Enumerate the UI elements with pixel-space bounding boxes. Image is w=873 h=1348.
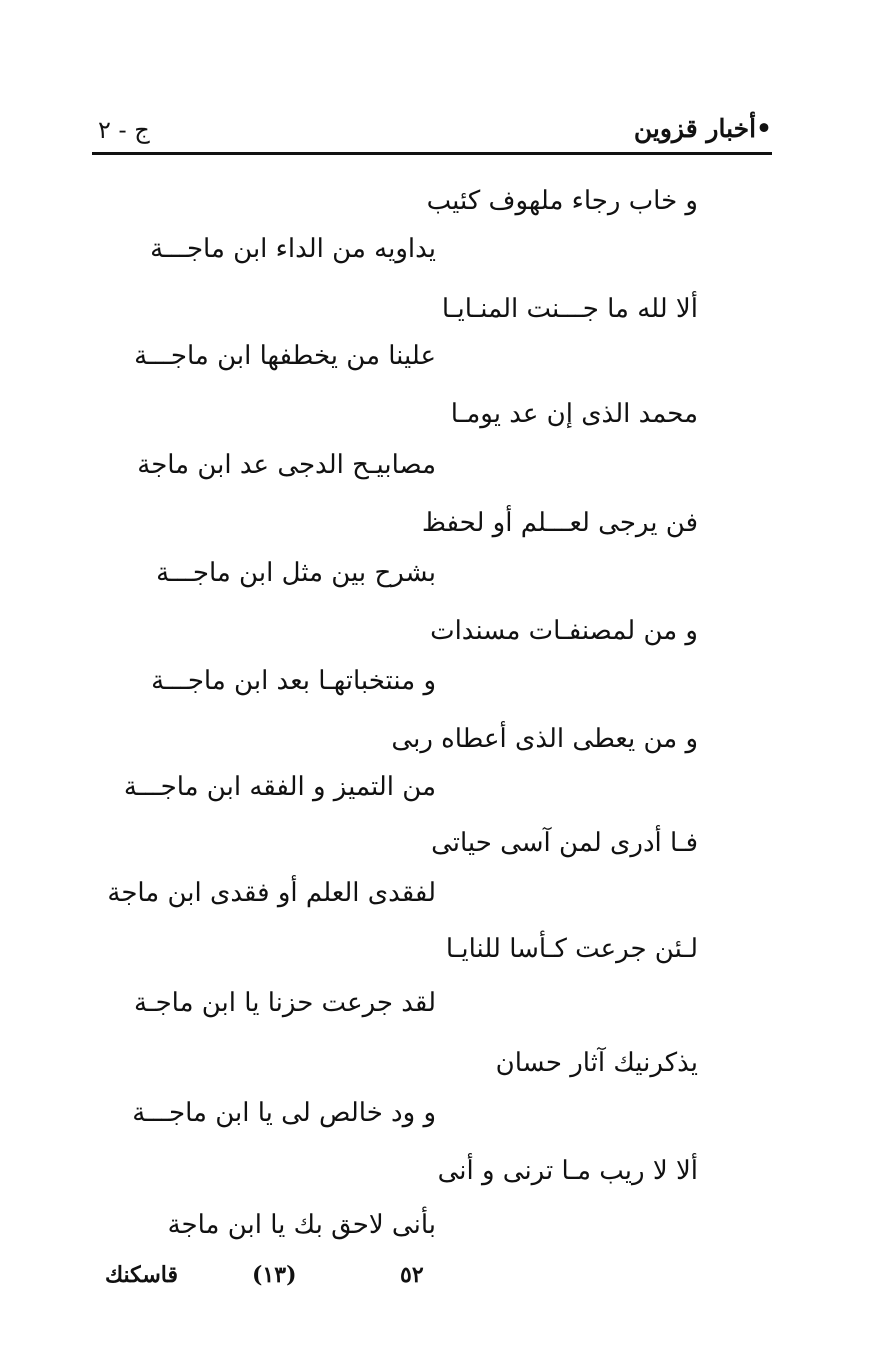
verse-1-second-hemistich: يداويه من الداء ابن ماجـــة <box>150 234 436 264</box>
verse-3-first-hemistich: محمد الذى إن عد يومـا <box>450 399 698 429</box>
verse-9-second-hemistich: و ود خالص لى يا ابن ماجـــة <box>132 1098 436 1128</box>
verse-5-first-hemistich: و من لمصنفـات مسندات <box>430 616 698 646</box>
verse-1-first-hemistich: و خاب رجاء ملهوف كئيب <box>426 186 698 216</box>
verse-3-second-hemistich: مصابيـح الدجى عد ابن ماجة <box>137 450 436 480</box>
verse-10-second-hemistich: بأنى لاحق بك يا ابن ماجة <box>167 1210 436 1240</box>
verse-10-first-hemistich: ألا لا ريب مـا ترنى و أنى <box>437 1156 698 1186</box>
page-footer <box>0 1262 873 1302</box>
verse-5-second-hemistich: و منتخباتهـا بعد ابن ماجـــة <box>151 666 436 696</box>
volume-label: ج - ٢ <box>98 116 150 144</box>
verse-2-first-hemistich: ألا لله ما جـــنت المنـايـا <box>441 294 698 324</box>
verse-4-second-hemistich: بشرح بين مثل ابن ماجـــة <box>156 558 436 588</box>
running-title: •أخبار قزوين <box>633 114 772 143</box>
verse-6-first-hemistich: و من يعطى الذى أعطاه ربى <box>391 724 698 754</box>
verse-7-first-hemistich: فـا أدرى لمن آسى حياتى <box>431 828 698 858</box>
sheet-number: (١٣) <box>252 1262 297 1288</box>
verse-8-first-hemistich: لـئن جرعت كـأسا للنايـا <box>445 934 698 964</box>
verse-7-second-hemistich: لفقدى العلم أو فقدى ابن ماجة <box>107 878 436 908</box>
print-signature: قاسكنك <box>105 1262 178 1288</box>
verse-9-first-hemistich: يذكرنيك آثار حسان <box>495 1048 698 1078</box>
verse-4-first-hemistich: فن يرجى لعـــلم أو لحفظ <box>421 508 698 538</box>
page-number: ٥٢ <box>400 1262 424 1288</box>
verse-2-second-hemistich: علينا من يخطفها ابن ماجـــة <box>134 341 436 371</box>
verse-8-second-hemistich: لقد جرعت حزنا يا ابن ماجـة <box>134 988 436 1018</box>
verse-6-second-hemistich: من التميز و الفقه ابن ماجـــة <box>123 772 436 802</box>
